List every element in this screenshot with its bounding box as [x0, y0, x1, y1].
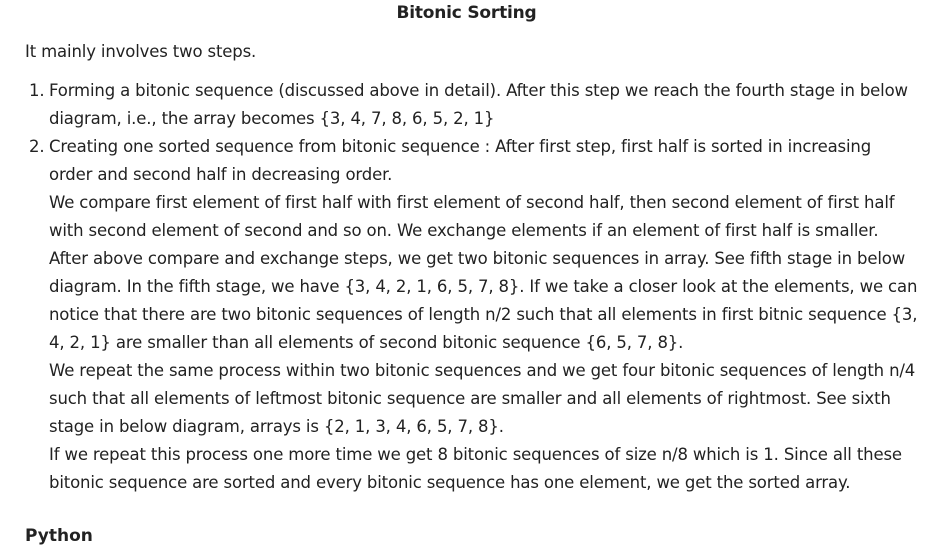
- section-title: Bitonic Sorting: [396, 3, 537, 23]
- intro-text: It mainly involves two steps.: [25, 42, 257, 61]
- steps-list: [29, 77, 919, 497]
- step-number: 1.: [29, 81, 45, 100]
- step-item: [29, 77, 919, 133]
- step-paragraph: We compare first element of first half with first element of second half, then second element of first half with second element of second and so on. We exchange elements if an element of first half is smaller.: [49, 193, 895, 240]
- step-paragraph: We repeat the same process within two bitonic sequences and we get four bitonic sequences of length n/4 such that all elements of leftmost bitonic sequence are smaller and all elements of rightmost. See sixth stage in below diagram, arrays is {2, 1, 3, 4, 6, 5, 7, 8}.: [49, 361, 916, 436]
- step-item: [29, 133, 919, 497]
- code-section-heading: Python: [25, 526, 93, 546]
- step-paragraph: Forming a bitonic sequence (discussed above in detail). After this step we reach the fourth stage in below diagram, i.e., the array becomes {3, 4, 7, 8, 6, 5, 2, 1}: [49, 81, 908, 128]
- step-paragraph: After above compare and exchange steps, we get two bitonic sequences in array. See fifth stage in below diagram. In the fifth stage, we have {3, 4, 2, 1, 6, 5, 7, 8}. If we take a closer look at the elements, we can notice that there are two bitonic sequences of length n/2 such that all elements in first bitnic sequence {3, 4, 2, 1} are smaller than all elements of second bitonic sequence {6, 5, 7, 8}.: [49, 249, 918, 352]
- step-paragraph: If we repeat this process one more time we get 8 bitonic sequences of size n/8 which is 1. Since all these bitonic sequence are sorted and every bitonic sequence has one element, we get the sorted array.: [49, 445, 902, 492]
- step-number: 2.: [29, 137, 45, 156]
- step-paragraph: Creating one sorted sequence from bitonic sequence : After first step, first half is sorted in increasing order and second half in decreasing order.: [49, 137, 872, 184]
